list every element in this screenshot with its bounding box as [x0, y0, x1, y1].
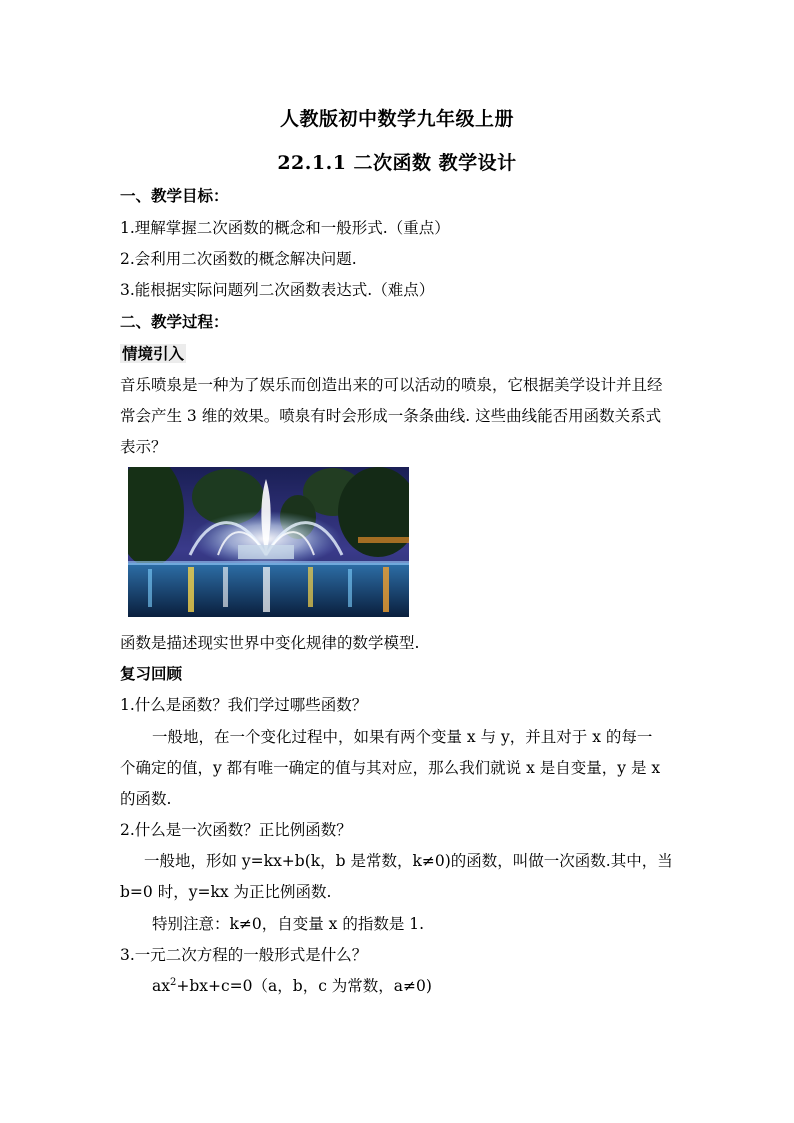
subheading-intro: [120, 344, 680, 364]
goal-item: 1.理解掌握二次函数的概念和一般形式.（重点）: [120, 219, 450, 237]
subheading-intro-label: 情境引入: [122, 344, 185, 363]
paragraph-line: 音乐喷泉是一种为了娱乐而创造出来的可以活动的喷泉，它根据美学设计并且经: [120, 376, 663, 394]
question-1: 1.什么是函数？我们学过哪些函数？: [120, 696, 368, 714]
paragraph-line: b=0 时，y=kx 为正比例函数.: [120, 883, 332, 901]
section-heading-process: 二、教学过程：: [120, 312, 229, 331]
fountain-photo: [128, 467, 409, 617]
paragraph-line: 常会产生 3 维的效果。喷泉有时会形成一条条曲线. 这些曲线能否用函数关系式: [120, 407, 662, 425]
goal-item: 3.能根据实际问题列二次函数表达式.（难点）: [120, 281, 435, 299]
paragraph-line: 一般地，在一个变化过程中，如果有两个变量 x 与 y，并且对于 x 的每一: [152, 728, 653, 746]
formula-pre: ax: [152, 977, 170, 995]
question-3: 3.一元二次方程的一般形式是什么？: [120, 946, 368, 964]
document-title: 人教版初中数学九年级上册: [279, 108, 514, 130]
goal-item: 2.会利用二次函数的概念解决问题.: [120, 250, 357, 268]
paragraph-line: 个确定的值，y 都有唯一确定的值与其对应，那么我们就说 x 是自变量，y 是 x: [120, 759, 661, 777]
document-subtitle: 22.1.1 二次函数 教学设计: [277, 152, 517, 174]
formula-exponent: 2: [169, 977, 177, 988]
subheading-review: 复习回顾: [120, 664, 183, 683]
note-line: 特别注意：k≠0，自变量 x 的指数是 1.: [152, 915, 425, 933]
paragraph-line: 函数是描述现实世界中变化规律的数学模型.: [120, 634, 420, 652]
section-heading-goals: 一、教学目标：: [120, 186, 229, 205]
question-2: 2.什么是一次函数？正比例函数？: [120, 821, 352, 839]
formula-post: +bx+c=0（a，b，c 为常数，a≠0): [176, 977, 432, 995]
paragraph-line: 一般地，形如 y=kx+b(k，b 是常数，k≠0)的函数，叫做一次函数.其中，当: [144, 852, 673, 870]
formula-line: [152, 976, 712, 996]
paragraph-line: 表示？: [120, 438, 167, 456]
paragraph-line: 的函数.: [120, 790, 172, 808]
